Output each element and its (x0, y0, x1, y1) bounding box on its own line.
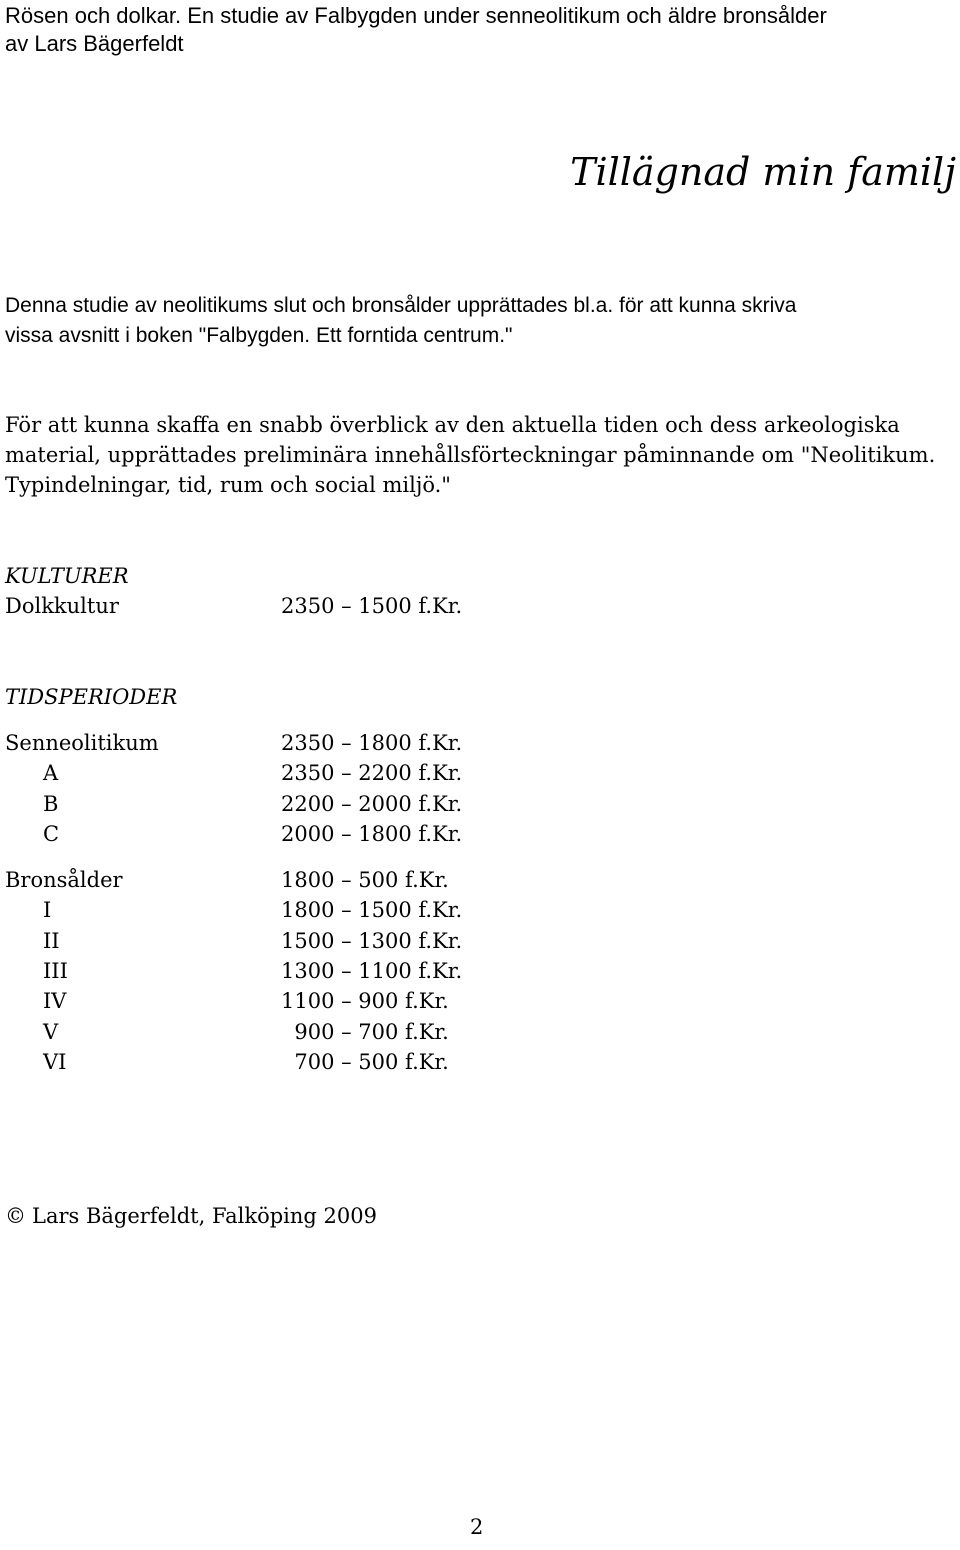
copyright-icon: © (5, 1204, 26, 1228)
period-label: IV (43, 989, 67, 1013)
intro-paragraph (5, 291, 955, 351)
period-date-range: 2200 – 2000 f.Kr. (281, 792, 463, 816)
period-row (5, 926, 605, 956)
period-label: B (43, 792, 59, 816)
period-label: V (43, 1020, 59, 1044)
document-title-line-2: av Lars Bägerfeldt (5, 31, 184, 56)
period-row (5, 758, 605, 788)
overview-line-1: För att kunna skaffa en snabb överblick av den aktuella tiden och dess arkeologiska (5, 413, 900, 437)
period-date-range: 1500 – 1300 f.Kr. (281, 929, 463, 953)
period-date-range: 1800 – 500 f.Kr. (281, 868, 449, 892)
intro-line-1: Denna studie av neolitikums slut och bronsålder upprättades bl.a. för att kunna skriva (5, 294, 797, 317)
kulturer-row (5, 591, 605, 621)
period-label: Senneolitikum (5, 731, 159, 755)
period-date-range: 700 – 500 f.Kr. (281, 1050, 449, 1074)
period-label: C (43, 822, 60, 846)
period-date-range: 1300 – 1100 f.Kr. (281, 959, 463, 983)
period-row (5, 1017, 605, 1047)
period-label: III (43, 959, 68, 983)
period-row (5, 956, 605, 986)
page-number: 2 (470, 1515, 484, 1539)
culture-date-range: 2350 – 1500 f.Kr. (281, 594, 463, 618)
overview-line-2: material, upprättades preliminära innehållsförteckningar påminnande om "Neolitikum. (5, 443, 936, 467)
period-row (5, 789, 605, 819)
copyright-text: Lars Bägerfeldt, Falköping 2009 (32, 1204, 377, 1228)
period-label: VI (43, 1050, 67, 1074)
period-row (5, 1047, 605, 1077)
period-row (5, 728, 605, 758)
document-title-line-1: Rösen och dolkar. En studie av Falbygden under senneolitikum och äldre bronsålder (5, 3, 827, 28)
overview-line-3: Typindelningar, tid, rum och social miljö." (5, 473, 451, 497)
period-date-range: 2350 – 2200 f.Kr. (281, 761, 463, 785)
dedication: Tillägnad min familj (570, 150, 956, 194)
period-label: Bronsålder (5, 868, 123, 892)
period-label: II (43, 929, 60, 953)
period-row (5, 819, 605, 849)
period-date-range: 1100 – 900 f.Kr. (281, 989, 449, 1013)
kulturer-heading: KULTURER (5, 564, 129, 588)
period-label: A (43, 761, 59, 785)
period-date-range: 900 – 700 f.Kr. (281, 1020, 449, 1044)
copyright-notice (5, 1201, 377, 1231)
period-row (5, 986, 605, 1016)
tidsperioder-heading: TIDSPERIODER (5, 685, 178, 709)
period-date-range: 1800 – 1500 f.Kr. (281, 898, 463, 922)
overview-paragraph (5, 410, 955, 500)
period-date-range: 2350 – 1800 f.Kr. (281, 731, 463, 755)
period-label: I (43, 898, 52, 922)
period-row (5, 865, 605, 895)
period-date-range: 2000 – 1800 f.Kr. (281, 822, 463, 846)
period-row (5, 895, 605, 925)
culture-label: Dolkkultur (5, 594, 119, 618)
intro-line-2: vissa avsnitt i boken "Falbygden. Ett forntida centrum." (5, 324, 513, 347)
